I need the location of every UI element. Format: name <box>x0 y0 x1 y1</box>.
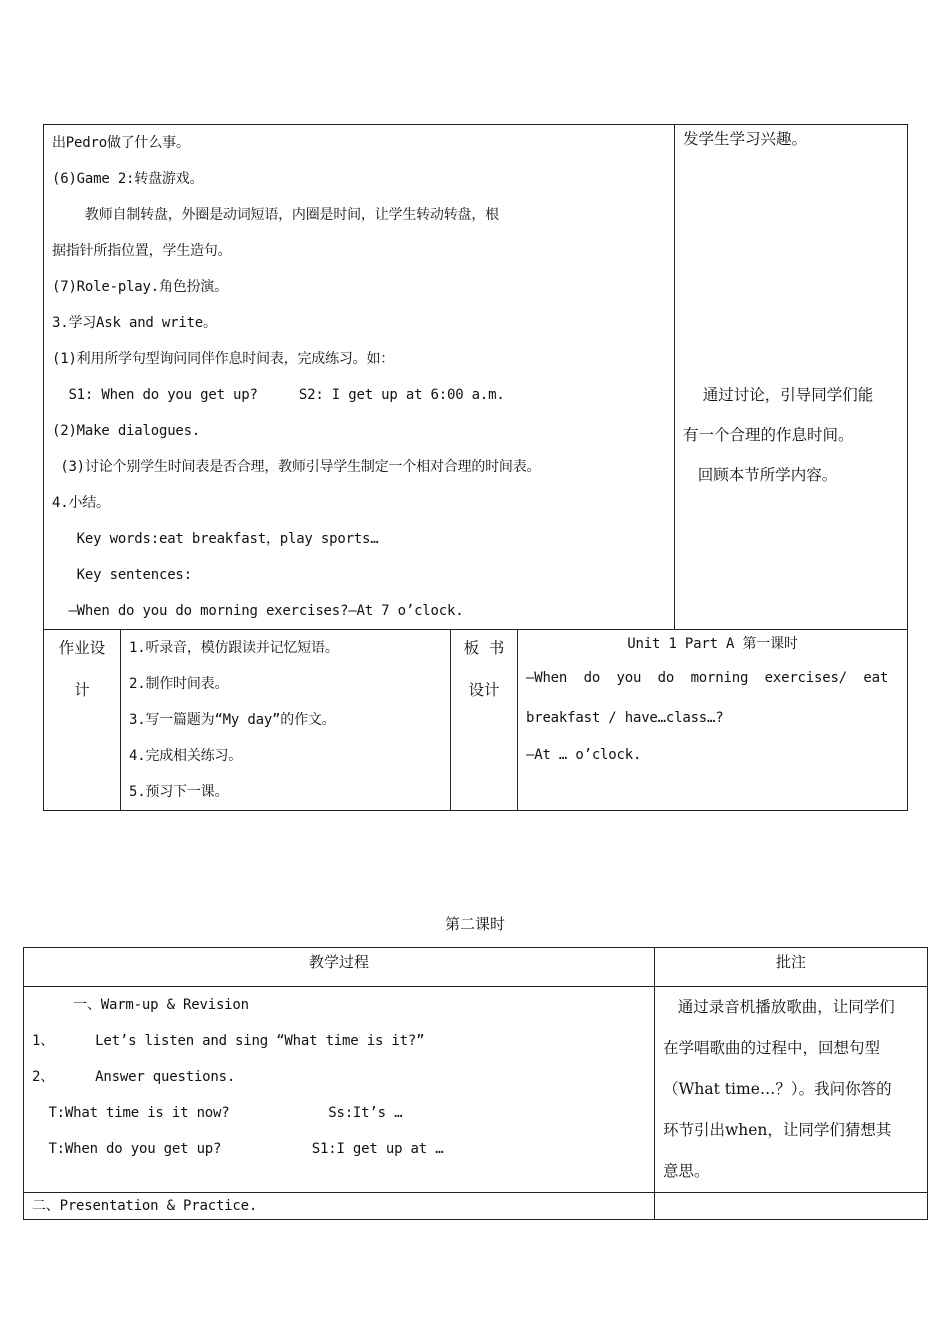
board-label-1: 板 书 <box>463 639 505 657</box>
comment-line-3: 回顾本节所学内容。 <box>683 466 838 484</box>
lesson-table-2 <box>23 947 928 1220</box>
presentation-label: 二、Presentation & Practice. <box>32 1198 258 1214</box>
homework-item-1: 1.听录音，模仿跟读并记忆短语。 <box>129 640 339 656</box>
board-design-cell <box>518 630 908 811</box>
process-line-10: (3)讨论个别学生时间表是否合理，教师引导学生制定一个相对合理的时间表。 <box>52 459 541 475</box>
warmup-line-2: 1、 Let’s listen and sing “What time is it?” <box>32 1033 425 1049</box>
homework-item-5: 5.预习下一课。 <box>129 784 229 800</box>
warmup-line-3: 2、 Answer questions. <box>32 1069 236 1085</box>
warmup-line-1: 一、Warm-up & Revision <box>32 997 249 1013</box>
note-line-1: 通过录音机播放歌曲，让同学们 <box>663 998 895 1016</box>
board-line-2: breakfast / have…class…? <box>526 710 724 726</box>
comment-cell <box>675 125 908 630</box>
empty-note-cell <box>655 1193 928 1220</box>
process-line-12: Key words:eat breakfast，play sports… <box>52 531 379 547</box>
comment-line-1: 通过讨论，引导同学们能 <box>683 386 874 404</box>
lesson-2-title: 第二课时 <box>444 915 505 933</box>
note-line-2: 在学唱歌曲的过程中，回想句型 <box>663 1039 881 1057</box>
process-line-1: 出Pedro做了什么事。 <box>52 135 190 151</box>
notes-header: 批注 <box>655 948 928 987</box>
warmup-cell <box>24 987 655 1193</box>
notes-lines <box>655 987 927 1192</box>
homework-label-cell <box>44 630 121 811</box>
homework-item-4: 4.完成相关练习。 <box>129 748 243 764</box>
process-line-5: (7)Role-play.角色扮演。 <box>52 279 228 295</box>
warmup-line-5: T:When do you get up? S1:I get up at … <box>32 1141 444 1157</box>
process-line-8: S1: When do you get up? S2: I get up at 6:00 a.m. <box>52 387 505 403</box>
homework-items <box>121 630 450 810</box>
comment-mid <box>675 375 907 495</box>
board-title: Unit 1 Part A 第一课时 <box>627 636 798 652</box>
board-line-3: —At … o’clock. <box>526 747 642 763</box>
presentation-cell <box>24 1193 655 1220</box>
process-cell <box>44 125 675 630</box>
process-line-4: 据指针所指位置，学生造句。 <box>52 243 232 259</box>
homework-label-2: 计 <box>74 681 90 699</box>
process-line-2: (6)Game 2:转盘游戏。 <box>52 171 204 187</box>
note-line-3: （What time…？）。我问你答的 <box>663 1080 892 1098</box>
comment-line-2: 有一个合理的作息时间。 <box>683 426 854 444</box>
homework-items-cell <box>121 630 451 811</box>
process-lines <box>44 125 674 629</box>
process-line-9: (2)Make dialogues. <box>52 423 201 439</box>
board-label-2: 设计 <box>468 681 500 699</box>
process-line-6: 3.学习Ask and write。 <box>52 315 217 331</box>
process-line-11: 4.小结。 <box>52 495 110 511</box>
warmup-line-4: T:What time is it now? Ss:It’s … <box>32 1105 403 1121</box>
note-line-5: 意思。 <box>663 1162 710 1180</box>
lesson-table-1 <box>43 124 908 811</box>
warmup-lines <box>24 987 654 1167</box>
homework-item-2: 2.制作时间表。 <box>129 676 229 692</box>
board-label-cell <box>451 630 518 811</box>
process-line-7: (1)利用所学句型询问同伴作息时间表，完成练习。如： <box>52 351 395 367</box>
homework-label-1: 作业设 <box>58 639 106 657</box>
process-line-13: Key sentences: <box>52 567 192 583</box>
homework-item-3: 3.写一篇题为“My day”的作文。 <box>129 712 336 728</box>
process-line-14: —When do you do morning exercises?—At 7 o’clock. <box>52 603 464 619</box>
process-header: 教学过程 <box>24 948 655 987</box>
comment-top: 发学生学习兴趣。 <box>683 130 808 148</box>
process-line-3: 教师自制转盘，外圈是动词短语，内圈是时间，让学生转动转盘，根 <box>52 207 499 223</box>
board-line-1: —When do you do morning exercises/ eat <box>526 670 889 686</box>
notes-cell <box>655 987 928 1193</box>
note-line-4: 环节引出when，让同学们猜想其 <box>663 1121 892 1139</box>
